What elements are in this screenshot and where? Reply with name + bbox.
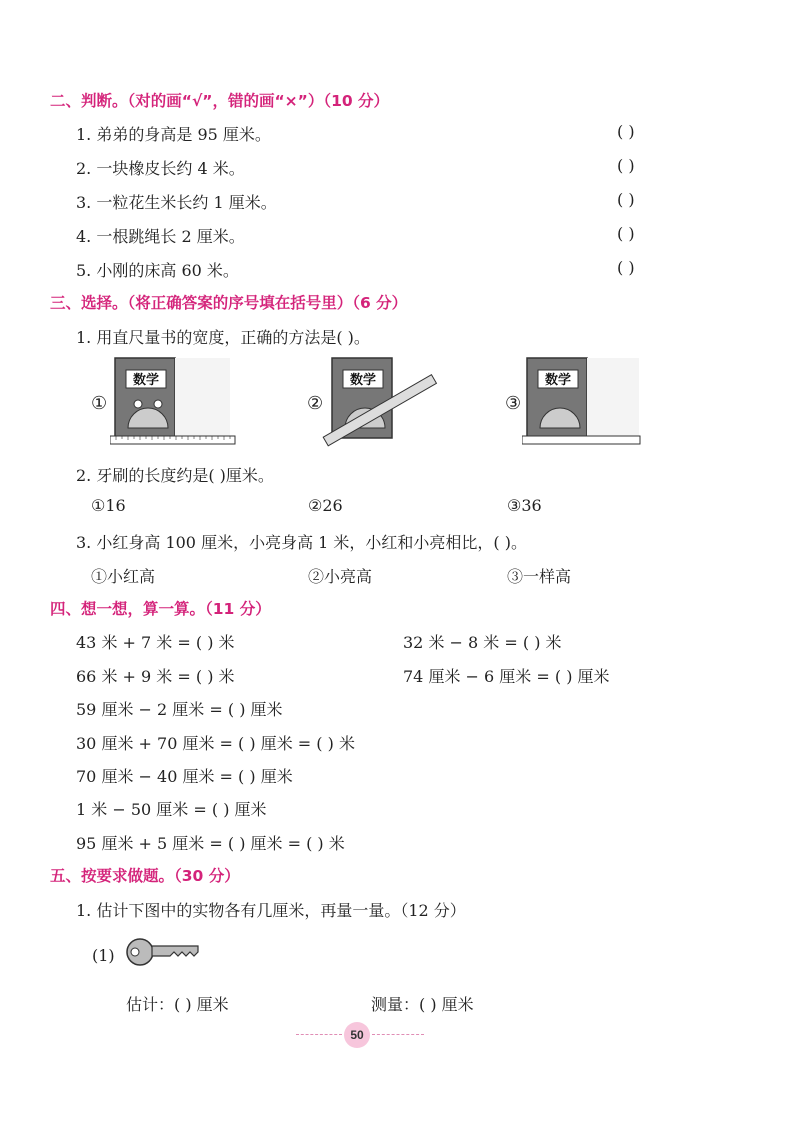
section-2-heading: 二、判断。（对的画“√”，错的画“×”）（10 分） xyxy=(50,92,390,110)
q2-option-2: ②26 xyxy=(308,496,343,515)
page-number: 50 xyxy=(344,1022,370,1048)
task-question-1: 1. 估计下图中的实物各有几厘米，再量一量。（12 分） xyxy=(76,901,466,920)
page-rule-left xyxy=(296,1034,342,1035)
choice-question-3: 3. 小红身高 100 厘米，小亮身高 1 米，小红和小亮相比，( )。 xyxy=(76,533,527,552)
book-ruler-figure-2 xyxy=(322,354,442,448)
key-icon xyxy=(124,934,204,970)
judge-answer-3[interactable]: ( ) xyxy=(617,190,635,209)
calc-row-1-right: 32 米 − 8 米 = ( ) 米 xyxy=(403,633,562,652)
book-title-3: 数学 xyxy=(544,373,572,388)
estimate-field: 估计：( ) 厘米 xyxy=(126,995,229,1014)
book-title-2: 数学 xyxy=(349,373,377,388)
book-ruler-figure-1 xyxy=(110,354,240,448)
judge-item-3: 3. 一粒花生米长约 1 厘米。 xyxy=(76,193,277,212)
judge-item-4: 4. 一根跳绳长 2 厘米。 xyxy=(76,227,245,246)
judge-item-2: 2. 一块橡皮长约 4 米。 xyxy=(76,159,245,178)
measure-field: 测量：( ) 厘米 xyxy=(371,995,474,1014)
page-rule-right xyxy=(372,1034,424,1035)
judge-item-1: 1. 弟弟的身高是 95 厘米。 xyxy=(76,125,271,144)
calc-row-2-left: 66 米 + 9 米 = ( ) 米 xyxy=(76,667,235,686)
figure-option-2-label: ② xyxy=(307,393,324,414)
q2-option-1: ①16 xyxy=(91,496,126,515)
calc-row-7: 95 厘米 + 5 厘米 = ( ) 厘米 = ( ) 米 xyxy=(76,834,345,853)
q3-option-2: ②小亮高 xyxy=(308,567,373,586)
q3-option-1: ①小红高 xyxy=(91,567,156,586)
calc-row-5: 70 厘米 − 40 厘米 = ( ) 厘米 xyxy=(76,767,293,786)
sub-question-1-label: (1) xyxy=(92,946,115,965)
judge-item-5: 5. 小刚的床高 60 米。 xyxy=(76,261,239,280)
q2-option-3: ③36 xyxy=(507,496,542,515)
book-ruler-figure-3 xyxy=(522,354,644,448)
judge-answer-4[interactable]: ( ) xyxy=(617,224,635,243)
section-3-heading: 三、选择。（将正确答案的序号填在括号里）（6 分） xyxy=(50,294,408,312)
choice-question-2: 2. 牙刷的长度约是( )厘米。 xyxy=(76,466,274,485)
judge-answer-5[interactable]: ( ) xyxy=(617,258,635,277)
figure-option-3-label: ③ xyxy=(505,393,522,414)
calc-row-3: 59 厘米 − 2 厘米 = ( ) 厘米 xyxy=(76,700,283,719)
section-4-heading: 四、想一想，算一算。（11 分） xyxy=(50,600,271,618)
judge-answer-2[interactable]: ( ) xyxy=(617,156,635,175)
figure-option-1-label: ① xyxy=(91,393,108,414)
calc-row-4: 30 厘米 + 70 厘米 = ( ) 厘米 = ( ) 米 xyxy=(76,734,355,753)
book-title-1: 数学 xyxy=(132,373,160,388)
choice-question-1: 1. 用直尺量书的宽度，正确的方法是( )。 xyxy=(76,328,370,347)
q3-option-3: ③一样高 xyxy=(507,567,572,586)
judge-answer-1[interactable]: ( ) xyxy=(617,122,635,141)
calc-row-6: 1 米 − 50 厘米 = ( ) 厘米 xyxy=(76,800,267,819)
section-5-heading: 五、按要求做题。（30 分） xyxy=(50,867,240,885)
calc-row-2-right: 74 厘米 − 6 厘米 = ( ) 厘米 xyxy=(403,667,610,686)
calc-row-1-left: 43 米 + 7 米 = ( ) 米 xyxy=(76,633,235,652)
